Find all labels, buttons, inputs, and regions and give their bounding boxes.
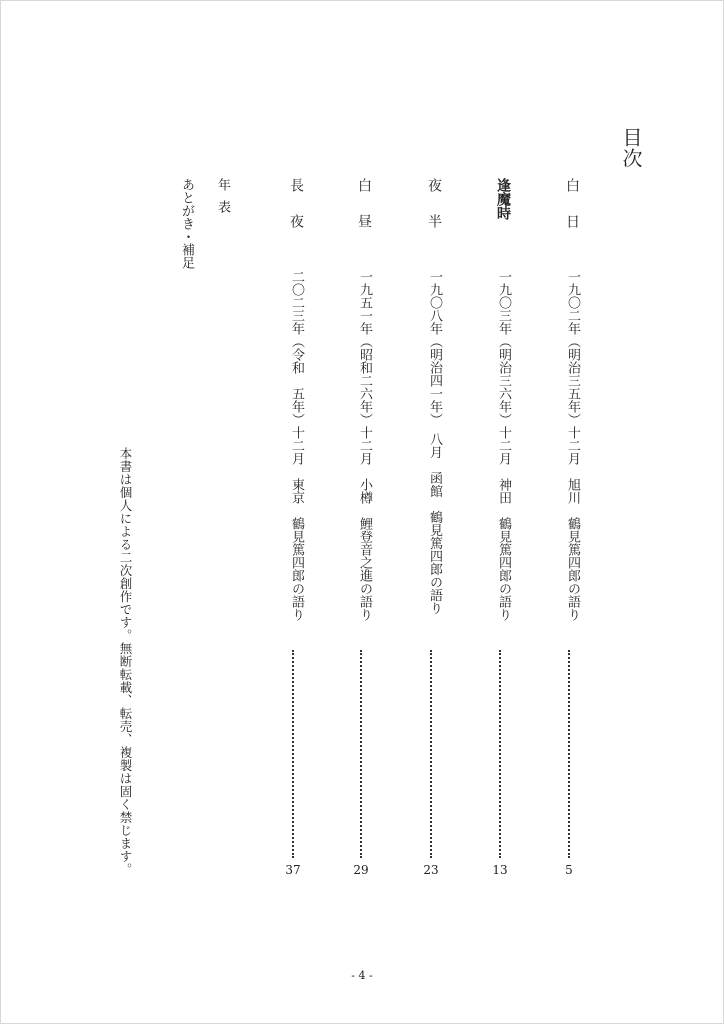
toc-entry[interactable]: [280, 178, 306, 883]
toc-item-atogaki[interactable]: あとがき・補足: [179, 178, 194, 269]
toc-entry[interactable]: [487, 178, 513, 883]
dot-leader: [360, 650, 362, 858]
copyright-notice: 本書は個人による二次創作です。無断転載、転売、複製は固く禁じます。: [118, 447, 133, 876]
toc-entry-heading: 夜 半: [426, 178, 442, 232]
toc-entry-heading: 白 昼: [356, 178, 372, 232]
toc-entry-page-number: 29: [353, 863, 369, 877]
toc-entry-subtitle: 二〇二三年（令和 五年）十二月 東京 鶴見篤四郎の語り: [289, 270, 304, 621]
toc-entry[interactable]: [348, 178, 374, 883]
toc-entry[interactable]: [418, 178, 444, 883]
toc-entry-page-number: 5: [565, 863, 573, 877]
dot-leader: [499, 650, 501, 858]
toc-entry[interactable]: [556, 178, 582, 883]
toc-entry-page-number: 13: [492, 863, 508, 877]
page-title: 目次: [619, 127, 643, 169]
toc-entry-heading: 長 夜: [288, 178, 304, 232]
toc-entry-subtitle: 一九〇八年（明治四一年） 八月 函館 鶴見篤四郎の語り: [427, 270, 442, 615]
toc-entry-subtitle: 一九五一年（昭和二六年）十二月 小樽 鯉登音之進の語り: [357, 270, 372, 621]
toc-entry-heading: 白 日: [564, 178, 580, 232]
page-number: - 4 -: [351, 969, 373, 982]
toc-entry-page-number: 37: [285, 863, 301, 877]
dot-leader: [292, 650, 294, 858]
toc-entry-heading: 逢魔時: [495, 178, 511, 220]
toc-entry-subtitle: 一九〇三年（明治三六年）十二月 神田 鶴見篤四郎の語り: [496, 270, 511, 621]
dot-leader: [568, 650, 570, 858]
dot-leader: [430, 650, 432, 858]
toc-entry-subtitle: 一九〇二年（明治三五年）十二月 旭川 鶴見篤四郎の語り: [565, 270, 580, 621]
toc-item-nenpyo[interactable]: 年表: [215, 178, 230, 222]
toc-entry-page-number: 23: [423, 863, 439, 877]
